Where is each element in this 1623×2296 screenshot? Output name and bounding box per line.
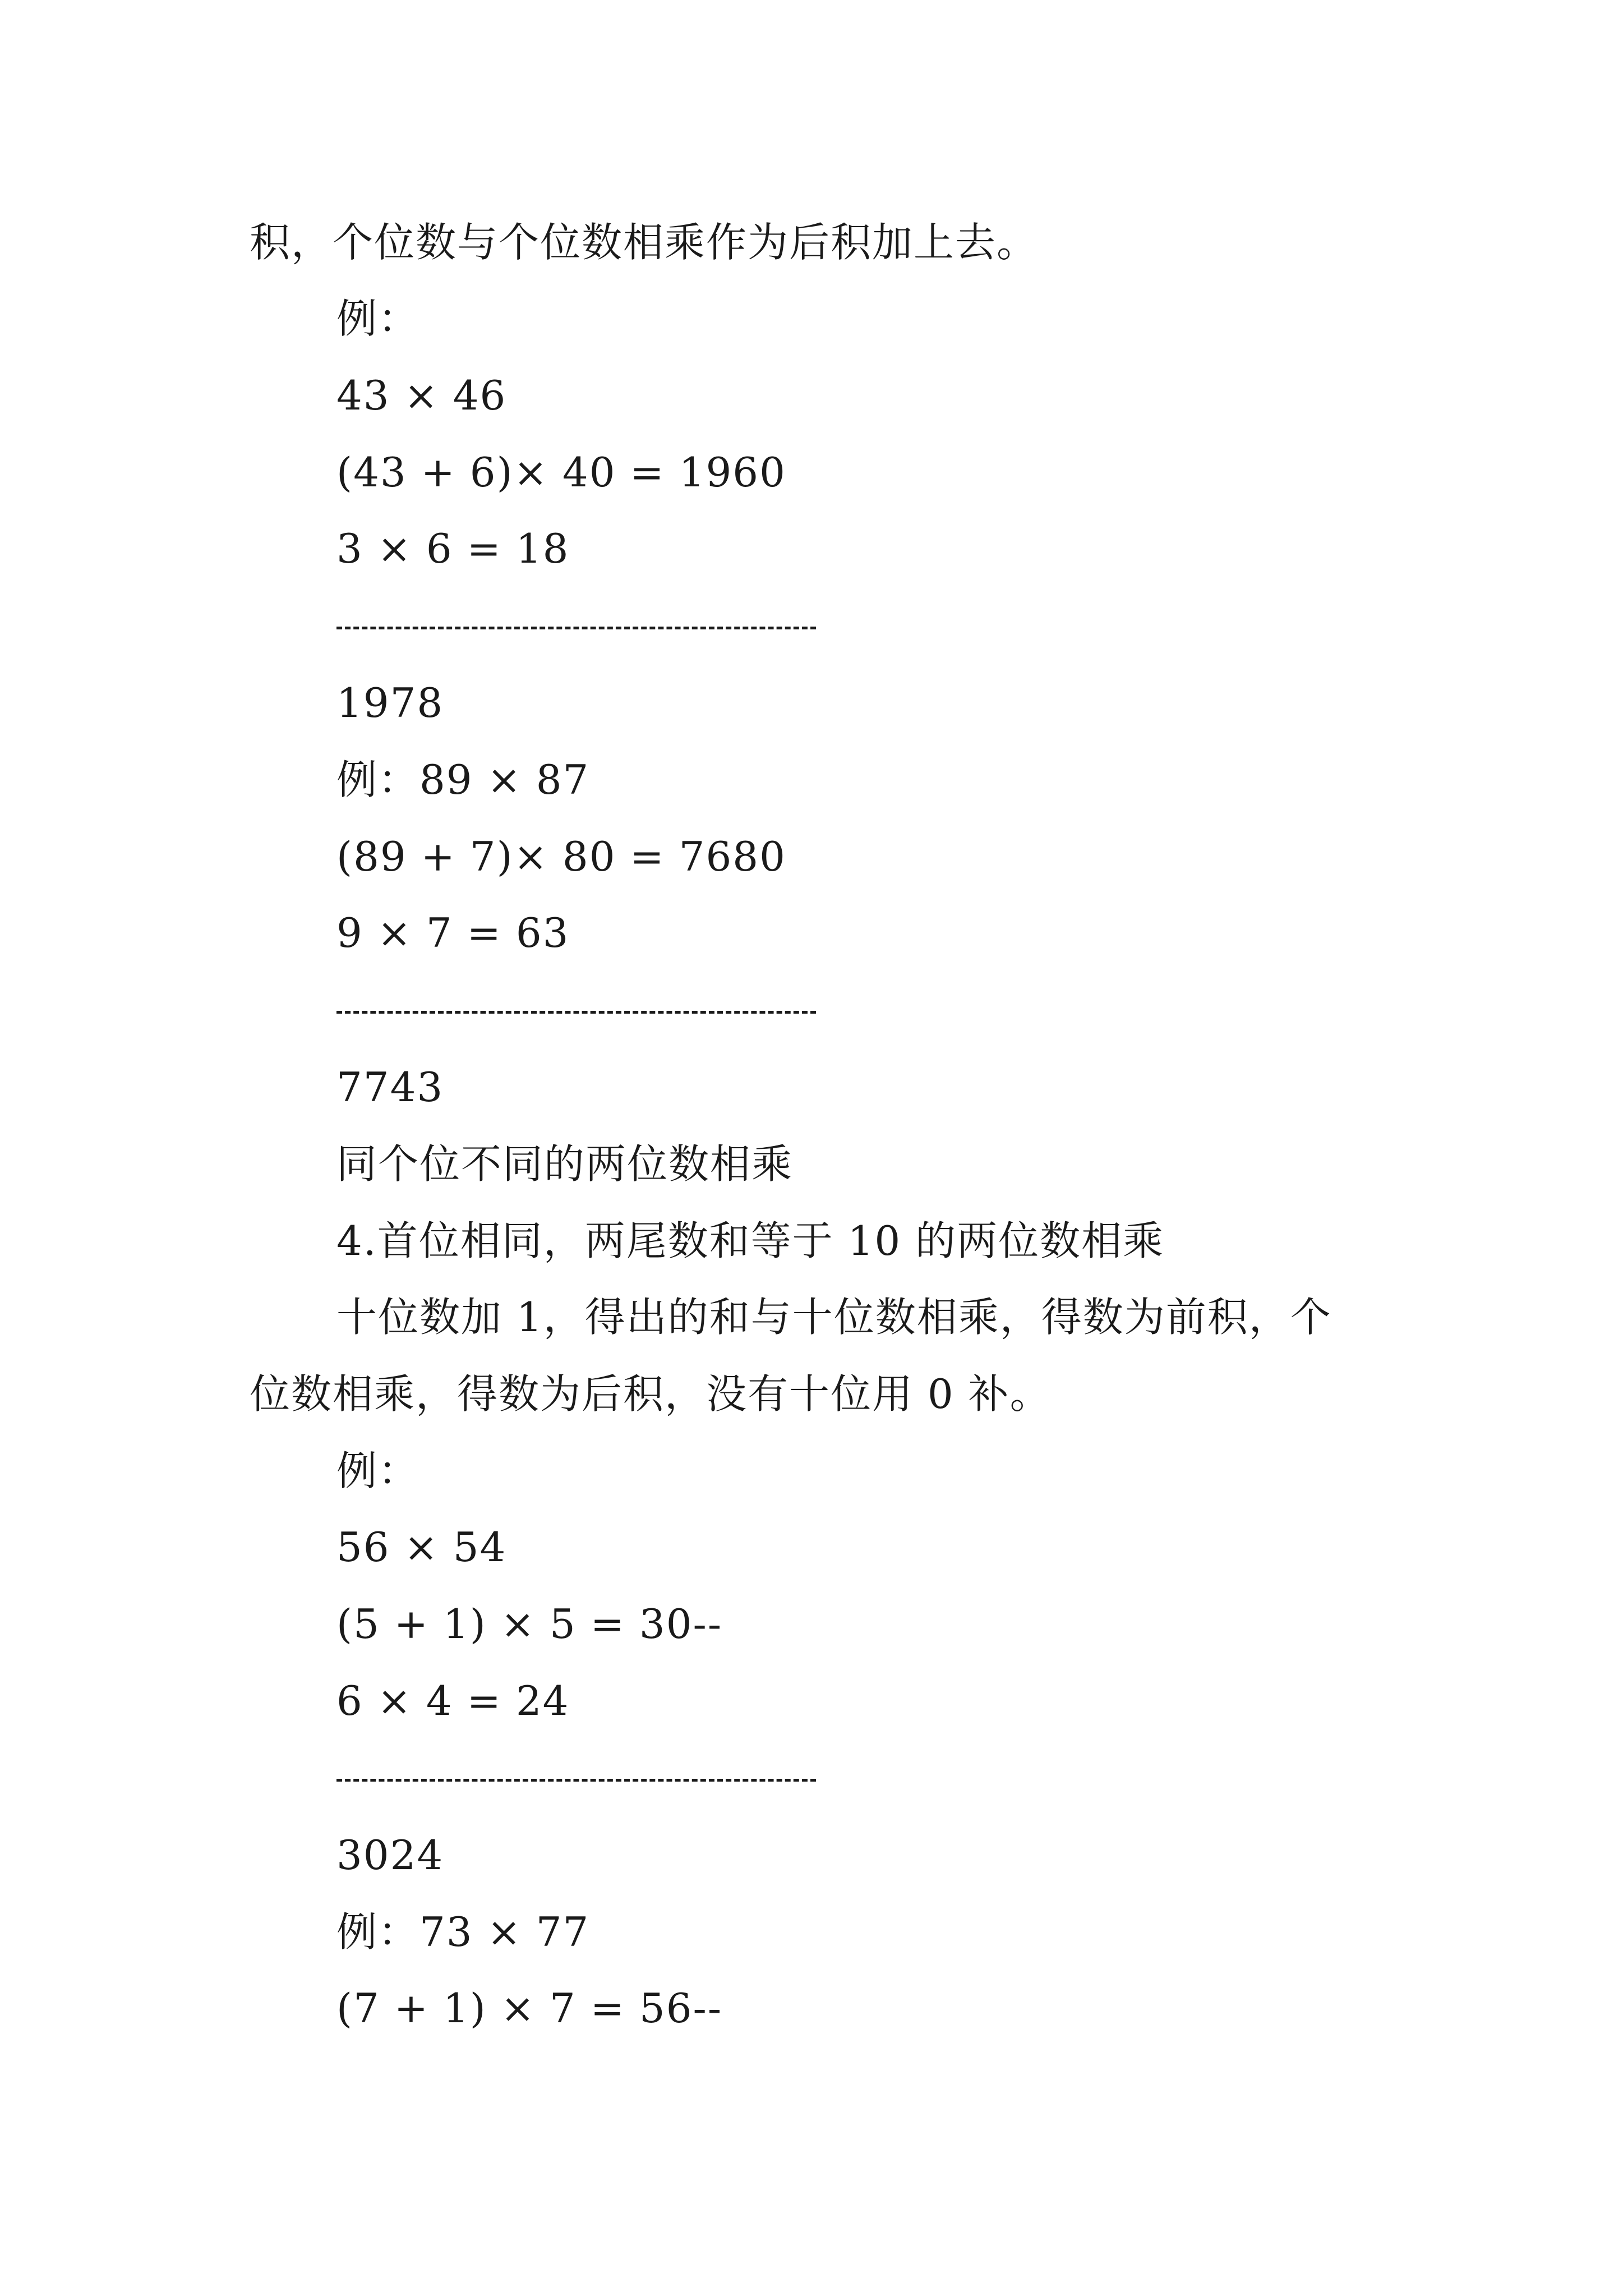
equation-line-5: 9 × 7 = 63 [336, 909, 570, 956]
example-line-2: 例：89 × 87 [336, 756, 590, 803]
equation-line-1: 43 × 46 [336, 372, 507, 419]
result-line-1: 1978 [336, 679, 444, 726]
paragraph-line-2: 位数相乘，得数为后积，没有十位用 0 补。 [250, 1370, 1052, 1418]
section-heading-same-units: 同个位不同的两位数相乘 [336, 1140, 794, 1188]
result-line-2: 7743 [336, 1064, 444, 1111]
equation-line-9: (7 + 1) × 7 = 56-- [336, 1985, 723, 2032]
paragraph-line-1: 十位数加 1，得出的和与十位数相乘，得数为前积，个 [336, 1294, 1332, 1341]
equation-line-8: 6 × 4 = 24 [336, 1677, 570, 1724]
equation-line-2: (43 + 6)× 40 = 1960 [336, 449, 786, 496]
sum-rule-3 [336, 1779, 816, 1782]
result-line-3: 3024 [336, 1832, 444, 1879]
text-line-1: 积，个位数与个位数相乘作为后积加上去。 [250, 219, 1039, 266]
equation-line-3: 3 × 6 = 18 [336, 525, 570, 572]
example-label-1: 例： [336, 295, 420, 342]
example-line-4: 例：73 × 77 [336, 1908, 590, 1955]
equation-line-7: (5 + 1) × 5 = 30-- [336, 1600, 723, 1648]
equation-line-4: (89 + 7)× 80 = 7680 [336, 833, 786, 880]
sum-rule-1 [336, 627, 816, 629]
sum-rule-2 [336, 1011, 816, 1014]
example-label-3: 例： [336, 1447, 420, 1494]
section-heading-4: 4.首位相同，两尾数和等于 10 的两位数相乘 [336, 1217, 1165, 1264]
equation-line-6: 56 × 54 [336, 1524, 507, 1571]
